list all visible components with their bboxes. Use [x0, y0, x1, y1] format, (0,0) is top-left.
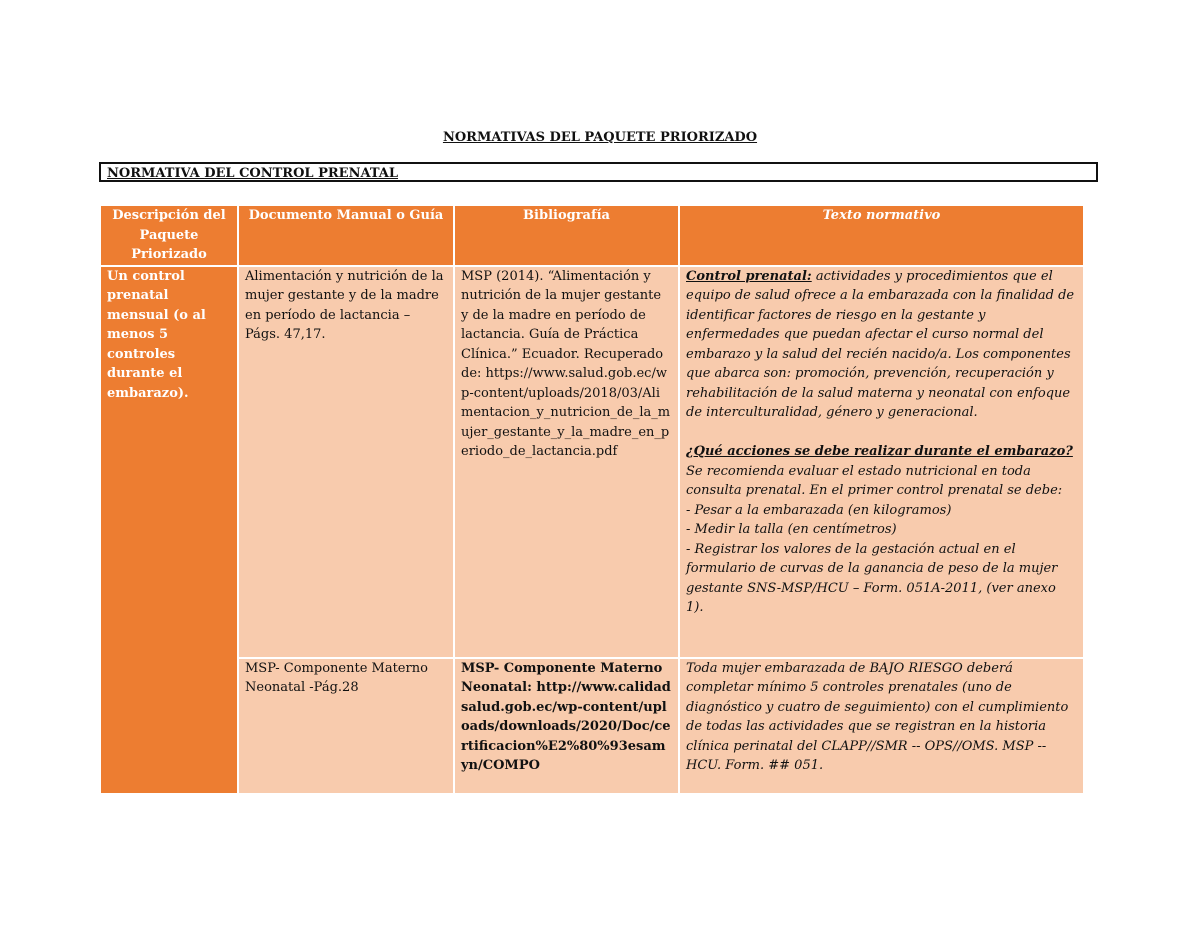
document-cell	[238, 658, 454, 794]
table-row	[100, 658, 1084, 794]
normative-text-cell	[679, 266, 1084, 658]
header-normative-text: Texto normativo	[679, 205, 1084, 266]
bibliography-text: MSP (2014). “Alimentación y nutrición de la mujer gestante y de la madre en período de lactancia. Guía de Práctica Clínica.” Ecuador. Recuperado de:	[461, 268, 664, 381]
header-package-description: Descripción del Paquete Priorizado	[100, 205, 238, 266]
normative-heading: Control prenatal:	[686, 268, 812, 284]
header-document: Documento Manual o Guía	[238, 205, 454, 266]
normative-question: ¿Qué acciones se debe realizar durante el embarazo?	[686, 444, 1073, 459]
section-title: NORMATIVA DEL CONTROL PRENATAL	[107, 166, 399, 181]
document-name: Alimentación y nutrición de la mujer gestante y de la madre en período de lactancia – Págs. 47,17.	[245, 268, 444, 342]
document-name: MSP- Componente Materno Neonatal -Pág.28	[245, 660, 428, 695]
normative-intro: actividades y procedimientos que el equipo de salud ofrece a la embarazada con la finalidad de identificar factores de riesgo en la gestante y enfermedades que puedan afectar el curso normal del embarazo y la salud del recién nacido/a. Los componentes que abarca son: promoción, prevención, recuperación y rehabilitación de la salud materna y neonatal con enfoque de interculturalidad, género y generacional.	[686, 268, 1075, 420]
document-title: NORMATIVAS DEL PAQUETE PRIORIZADO	[442, 130, 758, 145]
bibliography-text: MSP- Componente Materno Neonatal:	[461, 660, 663, 695]
normative-table	[99, 204, 1085, 795]
bibliography-cell	[454, 658, 679, 794]
bibliography-link[interactable]: http://www.calidadsalud.gob.ec/wp-content/uploads/downloads/2020/Doc/certificacion%E2%80%93esamyn/COMPO	[461, 680, 671, 773]
normative-item: - Medir la talla (en centímetros)	[686, 522, 897, 537]
bibliography-cell	[454, 266, 679, 658]
normative-text-cell	[679, 658, 1084, 794]
normative-item: - Pesar a la embarazada (en kilogramos)	[686, 502, 952, 518]
table-row	[100, 266, 1084, 658]
table-header-row	[100, 205, 1084, 266]
package-description: Un control prenatal mensual (o al menos 5 controles durante el embarazo).	[107, 268, 206, 401]
normative-text: Toda mujer embarazada de BAJO RIESGO deberá completar mínimo 5 controles prenatales (uno de diagnóstico y cuatro de seguimiento) con el cumplimiento de todas las actividades que se registran en la historia clínica perinatal del CLAPP//SMR -- OPS//OMS. MSP -- HCU. Form. ## 051.	[686, 660, 1069, 773]
document-cell	[238, 266, 454, 658]
bibliography-link[interactable]: https://www.salud.gob.ec/wp-content/uploads/2018/03/Alimentacion_y_nutricion_de_la_mujer_gestante_y_la_madre_en_periodo_de_lactancia.pdf	[461, 366, 671, 459]
normative-item: - Registrar los valores de la gestación actual en el formulario de curvas de la ganancia de peso de la mujer gestante SNS-MSP/HCU – Form. 051A-2011, (ver anexo 1).	[686, 541, 1058, 615]
package-description-cell	[100, 266, 238, 794]
section-title-box	[99, 162, 1098, 182]
header-bibliography: Bibliografía	[454, 205, 679, 266]
normative-body: Se recomienda evaluar el estado nutricional en toda consulta prenatal. En el primer control prenatal se debe:	[686, 463, 1063, 498]
